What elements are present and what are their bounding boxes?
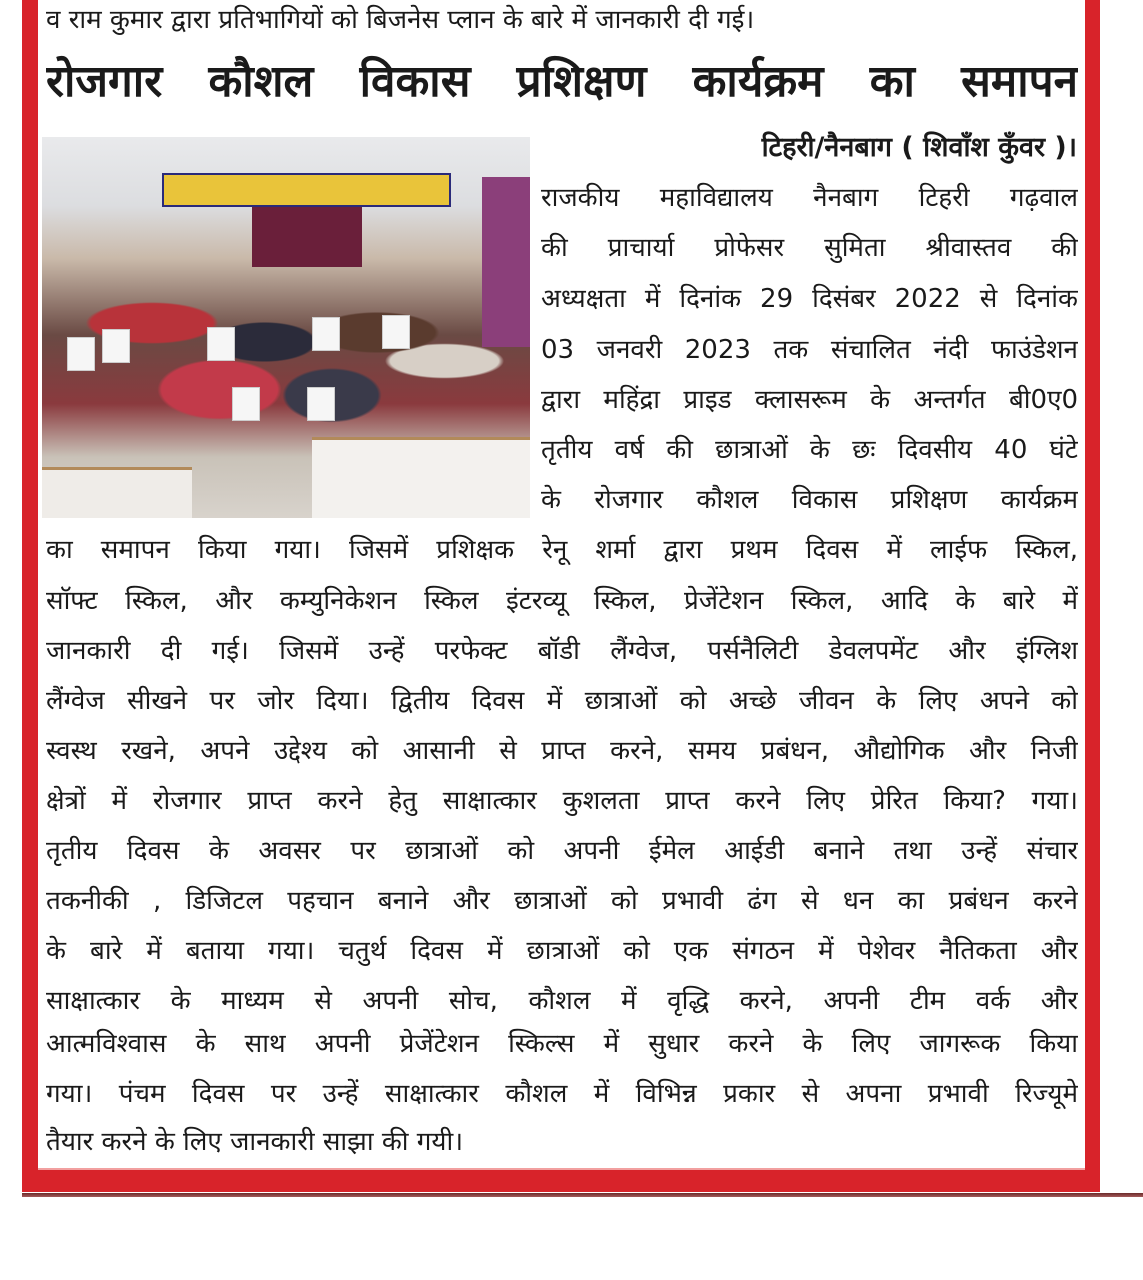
body-line: तृतीय वर्ष की छात्राओं के छः दिवसीय 40 घंटे xyxy=(541,435,1078,465)
previous-article-last-line: व राम कुमार द्वारा प्रतिभागियों को बिजनेस प्लान के बारे में जानकारी दी गई। xyxy=(46,5,755,35)
photo-certificate xyxy=(307,387,335,421)
body-line: सॉफ्ट स्किल, और कम्युनिकेशन स्किल इंटरव्यू स्किल, प्रेजेंटेशन स्किल, आदि के बारे में xyxy=(46,586,1078,616)
frame-border-left xyxy=(22,0,38,1172)
body-line: अध्यक्षता में दिनांक 29 दिसंबर 2022 से दिनांक xyxy=(541,284,1078,314)
body-line: लैंग्वेज सीखने पर जोर दिया। द्वितीय दिवस में छात्राओं को अच्छे जीवन के लिए अपने को xyxy=(46,686,1078,716)
photo-desk xyxy=(312,437,530,518)
byline: टिहरी/नैनबाग ( शिवाँश कुँवर )। xyxy=(761,132,1077,163)
body-line: की प्राचार्या प्रोफेसर सुमिता श्रीवास्तव की xyxy=(541,233,1078,263)
body-line: स्वस्थ रखने, अपने उद्देश्य को आसानी से प्राप्त करने, समय प्रबंधन, औद्योगिक और निजी xyxy=(46,736,1078,766)
frame-inner-edge xyxy=(38,1168,1085,1170)
group-photo xyxy=(42,137,530,518)
frame-border-right xyxy=(1085,0,1100,1172)
body-line: राजकीय महाविद्यालय नैनबाग टिहरी गढ़वाल xyxy=(541,183,1078,213)
photo-banner xyxy=(162,173,451,207)
photo-certificate xyxy=(207,327,235,361)
body-line: तृतीय दिवस के अवसर पर छात्राओं को अपनी ईमेल आईडी बनाने तथा उन्हें संचार xyxy=(46,836,1078,866)
body-line: तकनीकी , डिजिटल पहचान बनाने और छात्राओं को प्रभावी ढंग से धन का प्रबंधन करने xyxy=(46,886,1078,916)
page-divider xyxy=(22,1193,1143,1197)
body-line: गया। पंचम दिवस पर उन्हें साक्षात्कार कौशल में विभिन्न प्रकार से अपना प्रभावी रिज्यूमे xyxy=(46,1079,1078,1109)
body-line: आत्मविश्वास के साथ अपनी प्रेजेंटेशन स्किल्स में सुधार करने के लिए जागरूक किया xyxy=(46,1029,1078,1059)
body-line: जानकारी दी गई। जिसमें उन्हें परफेक्ट बॉडी लैंग्वेज, पर्सनैलिटी डेवलपमेंट और इंग्लिश xyxy=(46,636,1078,666)
photo-certificate xyxy=(232,387,260,421)
body-line: के रोजगार कौशल विकास प्रशिक्षण कार्यक्रम xyxy=(541,485,1078,515)
photo-desk xyxy=(42,467,192,518)
body-line-last: तैयार करने के लिए जानकारी साझा की गयी। xyxy=(46,1127,464,1157)
body-line: द्वारा महिंद्रा प्राइड क्लासरूम के अन्तर्गत बी0ए0 xyxy=(541,385,1078,415)
photo-certificate xyxy=(102,329,130,363)
body-line: क्षेत्रों में रोजगार प्राप्त करने हेतु साक्षात्कार कुशलता प्राप्त करने लिए प्रेरित किया? गया। xyxy=(46,786,1078,816)
body-line: का समापन किया गया। जिसमें प्रशिक्षक रेनू शर्मा द्वारा प्रथम दिवस में लाईफ स्किल, xyxy=(46,535,1078,565)
body-line: के बारे में बताया गया। चतुर्थ दिवस में छात्राओं को एक संगठन में पेशेवर नैतिकता और xyxy=(46,936,1078,966)
photo-certificate xyxy=(67,337,95,371)
frame-border-bottom xyxy=(22,1168,1100,1192)
headline: रोजगार कौशल विकास प्रशिक्षण कार्यक्रम का समापन xyxy=(46,56,1078,107)
photo-certificate xyxy=(382,315,410,349)
body-line: साक्षात्कार के माध्यम से अपनी सोच, कौशल में वृद्धि करने, अपनी टीम वर्क और xyxy=(46,986,1078,1016)
photo-certificate xyxy=(312,317,340,351)
body-line: 03 जनवरी 2023 तक संचालित नंदी फाउंडेशन xyxy=(541,335,1078,365)
